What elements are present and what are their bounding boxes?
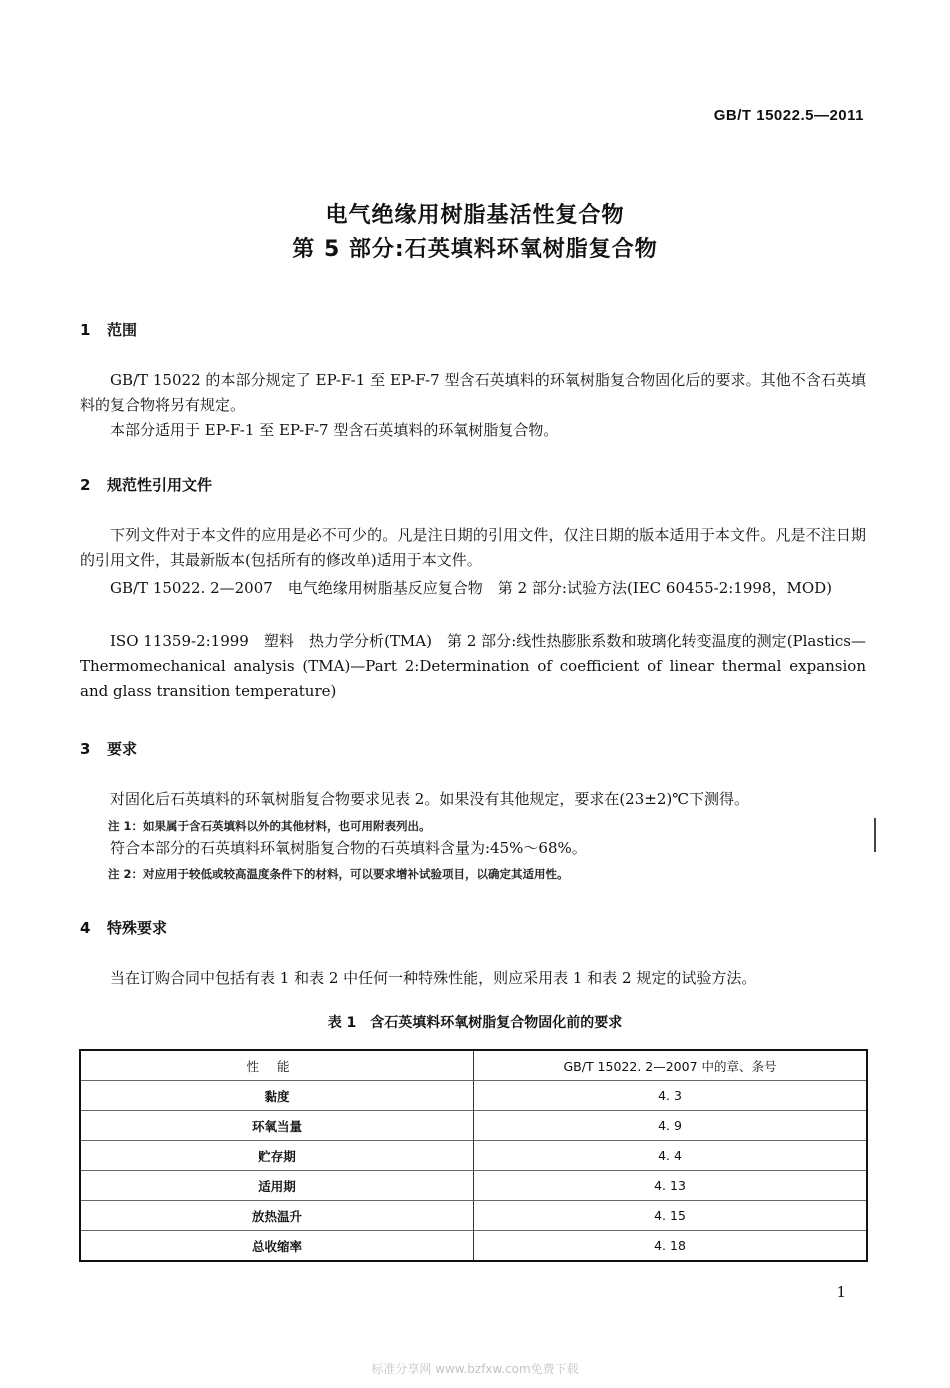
section-title: 规范性引用文件 (107, 476, 213, 494)
normative-intro: 下列文件对于本文件的应用是必不可少的。凡是注日期的引用文件，仅注日期的版本适用于本文件。凡是不注日期的引用文件，其最新版本(包括所有的修改单)适用于本文件。 (80, 526, 866, 569)
section-number: 4 (80, 919, 91, 937)
clause-cell: 4. 13 (474, 1171, 868, 1201)
column-header-clause: GB/T 15022. 2—2007 中的章、条号 (474, 1050, 868, 1081)
section-title: 要求 (107, 740, 138, 758)
special-requirements-paragraph: 当在订购合同中包括有表 1 和表 2 中任何一种特殊性能，则应采用表 1 和表 2 规定的试验方法。 (110, 969, 757, 987)
clause-cell: 4. 3 (474, 1081, 868, 1111)
normative-reference-1: GB/T 15022. 2—2007 电气绝缘用树脂基反应复合物 第 2 部分:试验方法(IEC 60455-2:1998，MOD) (110, 579, 833, 597)
section-number: 2 (80, 476, 91, 494)
note-2: 注 2：对应用于较低或较高温度条件下的材料，可以要求增补试验项目，以确定其适用性。 (108, 867, 569, 881)
scope-paragraph-1: GB/T 15022 的本部分规定了 EP-F-1 至 EP-F-7 型含石英填料的环氧树脂复合物固化后的要求。其他不含石英填料的复合物将另有规定。 (80, 371, 866, 414)
table-header-row (80, 1050, 867, 1081)
property-cell: 适用期 (80, 1171, 474, 1201)
section-number: 3 (80, 740, 91, 758)
property-cell: 贮存期 (80, 1141, 474, 1171)
table-row (80, 1111, 867, 1141)
section-number: 1 (80, 321, 91, 339)
requirements-paragraph-2: 符合本部分的石英填料环氧树脂复合物的石英填料含量为:45%～68%。 (110, 839, 587, 857)
property-cell: 黏度 (80, 1081, 474, 1111)
property-cell: 放热温升 (80, 1201, 474, 1231)
section-title: 特殊要求 (107, 919, 168, 937)
clause-cell: 4. 15 (474, 1201, 868, 1231)
note-1: 注 1：如果属于含石英填料以外的其他材料，也可用附表列出。 (108, 819, 431, 833)
section-1-heading (80, 319, 137, 340)
clause-cell: 4. 9 (474, 1111, 868, 1141)
table-row (80, 1231, 867, 1262)
requirements-paragraph-1: 对固化后石英填料的环氧树脂复合物要求见表 2。如果没有其他规定，要求在(23±2)℃下测得。 (110, 790, 749, 808)
table-row (80, 1081, 867, 1111)
document-title-line1: 电气绝缘用树脂基活性复合物 (325, 203, 625, 228)
clause-cell: 4. 18 (474, 1231, 868, 1262)
standard-number: GB/T 15022.5—2011 (713, 107, 864, 124)
table-row (80, 1141, 867, 1171)
change-bar (874, 818, 876, 852)
page-number: 1 (836, 1283, 846, 1301)
table-1 (79, 1049, 868, 1262)
document-title-line2: 第 5 部分:石英填料环氧树脂复合物 (292, 237, 658, 262)
scope-paragraph-2: 本部分适用于 EP-F-1 至 EP-F-7 型含石英填料的环氧树脂复合物。 (110, 421, 559, 439)
section-4-heading (80, 917, 167, 938)
table-1-caption: 表 1 含石英填料环氧树脂复合物固化前的要求 (327, 1015, 623, 1031)
property-cell: 环氧当量 (80, 1111, 474, 1141)
watermark: 标准分享网 www.bzfxw.com免费下载 (371, 1362, 579, 1376)
section-3-heading (80, 738, 137, 759)
clause-cell: 4. 4 (474, 1141, 868, 1171)
column-header-property: 性能 (80, 1050, 474, 1081)
normative-reference-2: ISO 11359-2:1999 塑料 热力学分析(TMA) 第 2 部分:线性热膨胀系数和玻璃化转变温度的测定(Plastics—Thermomechanical analysis (TMA)—Part 2:Determination of coefficient of linear thermal expansion and glass transition temperature) (80, 632, 866, 700)
section-title: 范围 (107, 321, 138, 339)
section-2-heading (80, 474, 212, 495)
table-row (80, 1201, 867, 1231)
table-row (80, 1171, 867, 1201)
property-cell: 总收缩率 (80, 1231, 474, 1262)
